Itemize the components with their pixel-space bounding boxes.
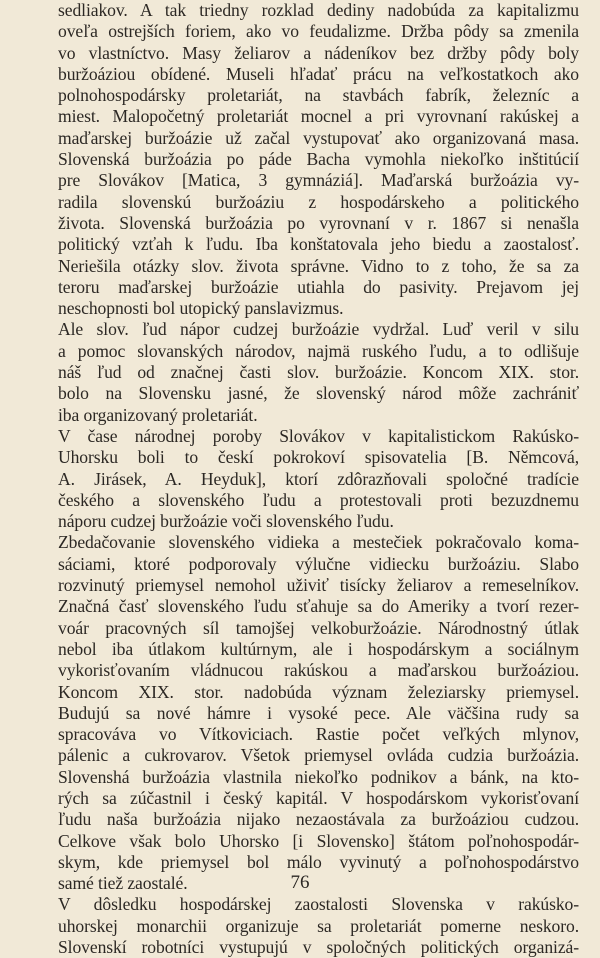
text-line: buržoáziou obídené. Museli hľadať prácu na veľkostatkoch ako bbox=[58, 63, 579, 84]
text-line: Zbedačovanie slovenského vidieka a mestečiek pokračovalo koma- bbox=[58, 532, 579, 553]
text-line: neschopnosti bol utopický panslavizmus. bbox=[58, 298, 344, 319]
text-line: voár pracovných síl tamojšej velkoburžoázie. Národnostný útlak bbox=[58, 617, 579, 638]
text-line: českého a slovenského ľudu a protestovali proti bezuzdnemu bbox=[58, 489, 579, 510]
text-line: sedliakov. A tak triedny rozklad dediny nadobúda za kapitalizmu bbox=[58, 0, 579, 20]
text-line: maďarskej buržoázie už začal vystupovať ako organizovaná masa. bbox=[58, 127, 579, 148]
text-line: života. Slovenská buržoázia po vyrovnaní v r. 1867 si nenašla bbox=[58, 212, 579, 233]
text-line: bolo na Slovensku jasné, že slovenský národ môže zachrániť bbox=[58, 383, 579, 404]
body-text bbox=[58, 0, 579, 958]
text-line: Neriešila otázky slov. života správne. Vidno to z toho, že sa za bbox=[58, 255, 579, 276]
text-line: spracováva vo Vítkoviciach. Rastie počet veľkých mlynov, bbox=[58, 724, 579, 745]
text-line: Slovenshá buržoázia vlastnila niekoľko podnikov a bánk, na kto- bbox=[58, 766, 579, 787]
text-line: oveľa ostrejších foriem, ako vo feudalizme. Držba pôdy sa zmenila bbox=[58, 21, 579, 42]
text-line: nebol iba útlakom kultúrnym, ale i hospodárskym a sociálnym bbox=[58, 638, 579, 659]
text-line: Slovenskí robotníci vystupujú v spoločných politických organizá- bbox=[58, 937, 579, 958]
text-line: samé tiež zaostalé. bbox=[58, 873, 188, 894]
text-line: vo vlastníctvo. Masy želiarov a nádeníkov bez držby pôdy boly bbox=[58, 42, 579, 63]
text-line: pálenic a cukrovarov. Všetok priemysel ovláda cudzia buržoázia. bbox=[58, 745, 579, 766]
text-line: Celkove však bolo Uhorsko [i Slovensko] štátom poľnohospodár- bbox=[58, 830, 579, 851]
text-line: iba organizovaný proletariát. bbox=[58, 404, 258, 425]
text-line: politický vzťah k ľudu. Iba konštatovala jeho biedu a zaostalosť. bbox=[58, 234, 579, 255]
text-line: rozvinutý priemysel nemohol uživiť tisícky želiarov a remeselníkov. bbox=[58, 575, 579, 596]
text-line: V čase národnej poroby Slovákov v kapitalistickom Rakúsko- bbox=[58, 425, 579, 446]
text-line: Ale slov. ľud nápor cudzej buržoázie vydržal. Luď veril v silu bbox=[58, 319, 579, 340]
text-line: V dôsledku hospodárskej zaostalosti Slovenska v rakúsko- bbox=[58, 894, 579, 915]
text-line: radila slovenskú buržoáziu z hospodárskeho a politického bbox=[58, 191, 579, 212]
text-line: skym, kde priemysel bol málo vyvinutý a poľnohospodárstvo bbox=[58, 851, 579, 872]
text-line: náš ľud od značnej časti slov. buržoázie. Koncom XIX. stor. bbox=[58, 362, 579, 383]
text-line: teroru maďarskej buržoázie utiahla do pasivity. Prejavom jej bbox=[58, 276, 579, 297]
text-line: uhorskej monarchii organizuje sa proletariát pomerne neskoro. bbox=[58, 915, 579, 936]
text-line: sáciami, ktoré podporovaly výlučne vidiecku buržoáziu. Slabo bbox=[58, 553, 579, 574]
text-line: ľudu naša buržoázia nijako nezaostávala za buržoáziou cudzou. bbox=[58, 809, 579, 830]
text-line: Značná časť slovenského ľudu sťahuje sa do Ameriky a tvorí rezer- bbox=[58, 596, 579, 617]
text-line: miest. Malopočetný proletariát mocnel a pri vyrovnaní rakúskej a bbox=[58, 106, 579, 127]
text-line: Budujú sa nové hámre i vysoké pece. Ale väčšina rudy sa bbox=[58, 702, 579, 723]
text-line: A. Jirásek, A. Heyduk], ktorí zdôrazňovali spoločné tradície bbox=[58, 468, 579, 489]
text-line: náporu cudzej buržoázie voči slovenského ľudu. bbox=[58, 511, 394, 532]
text-line: polnohospodársky proletariát, na stavbách fabrík, železníc a bbox=[58, 85, 579, 106]
page-number: 76 bbox=[290, 872, 310, 893]
text-line: a pomoc slovanských národov, najmä ruského ľudu, a to odlišuje bbox=[58, 340, 579, 361]
text-line: Koncom XIX. stor. nadobúda význam železiarsky priemysel. bbox=[58, 681, 579, 702]
text-line: rých sa zúčastnil i český kapitál. V hospodárskom vykorisťovaní bbox=[58, 787, 579, 808]
text-line: pre Slovákov [Matica, 3 gymnáziá]. Maďarská buržoázia vy- bbox=[58, 170, 579, 191]
text-line: vykorisťovaním vládnucou rakúskou a maďarskou buržoáziou. bbox=[58, 660, 579, 681]
text-line: Uhorsku boli to českí pokrokoví spisovatelia [B. Němcová, bbox=[58, 447, 579, 468]
text-line: Slovenská buržoázia po páde Bacha vymohla niekoľko inštitúcií bbox=[58, 149, 579, 170]
